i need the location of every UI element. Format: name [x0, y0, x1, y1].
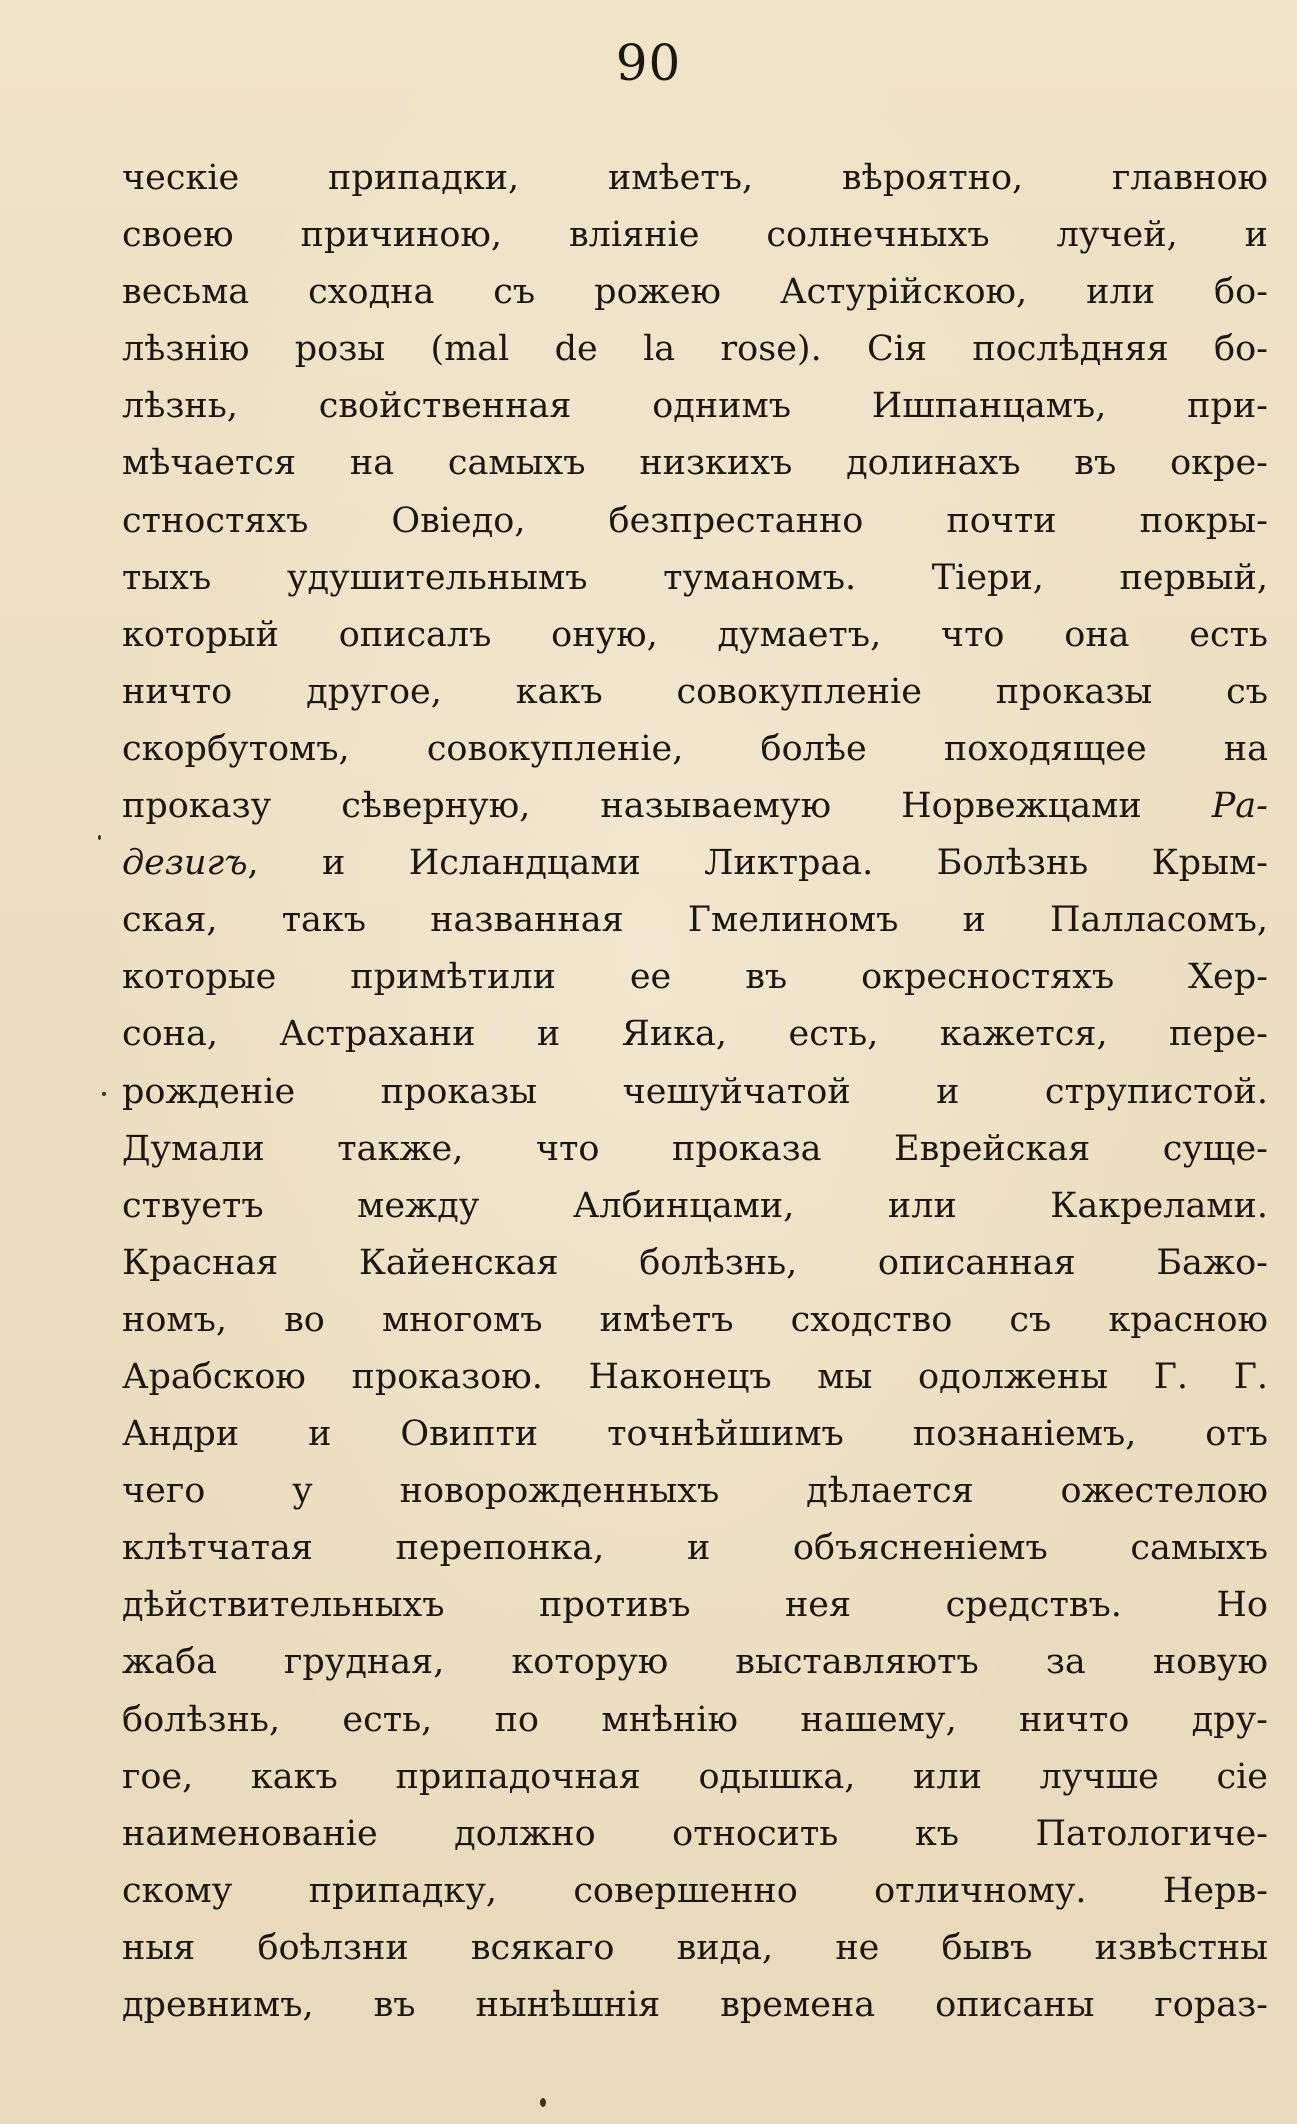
page-number: 90 [615, 34, 682, 92]
text-line: тыхъ удушительнымъ туманомъ. Тіери, первый, [122, 557, 1268, 598]
text-line: мѣчается на самыхъ низкихъ долинахъ въ окре- [122, 443, 1268, 484]
text-line: болѣзнь, есть, по мнѣнію нашему, ничто дру- [122, 1699, 1268, 1740]
text-line: ничто другое, какъ совокупленіе проказы съ [122, 671, 1268, 712]
ink-speck [540, 2098, 546, 2107]
text-line: наименованіе должно относить къ Патологиче- [122, 1813, 1268, 1854]
text-line: стностяхъ Овіедо, безпрестанно почти покры- [122, 500, 1268, 541]
text-line: своею причиною, вліяніе солнечныхъ лучей, и [122, 215, 1268, 256]
ink-speck [98, 835, 101, 840]
text-line: древнимъ, въ нынѣшнія времена описаны гораз- [122, 1985, 1268, 2025]
text-line: дезигъ, и Исландцами Ликтраа. Болѣзнь Крым- [122, 843, 1268, 884]
text-line: проказу сѣверную, называемую Норвежцами Ра- [122, 786, 1268, 827]
text-line: весьма сходна съ рожею Астурійскою, или бо- [122, 272, 1268, 313]
body-text [122, 150, 1268, 2034]
text-line: лѣзнію розы (mal de la rose). Сія послѣдняя бо- [122, 329, 1268, 370]
text-line: ческіе припадки, имѣетъ, вѣроятно, главною [122, 158, 1268, 198]
text-line: которые примѣтили ее въ окресностяхъ Хер- [122, 957, 1268, 998]
text-line: чего у новорожденныхъ дѣлается ожестелою [122, 1471, 1268, 1512]
text-line: номъ, во многомъ имѣетъ сходство съ красною [122, 1299, 1268, 1340]
text-line: скому припадку, совершенно отличному. Нерв- [122, 1870, 1268, 1911]
text-line: Андри и Овипти точнѣйшимъ познаніемъ, отъ [122, 1414, 1268, 1455]
text-line: Красная Кайенская болѣзнь, описанная Бажо- [122, 1242, 1268, 1283]
text-line: рожденіе проказы чешуйчатой и струпистой. [122, 1071, 1268, 1112]
text-line: жаба грудная, которую выставляютъ за новую [122, 1642, 1268, 1683]
text-line: ская, такъ названная Гмелиномъ и Палласомъ, [122, 900, 1268, 941]
text-line: Арабскою проказою. Наконецъ мы одолжены Г. Г. [122, 1356, 1268, 1397]
text-line: сона, Астрахани и Яика, есть, кажется, пере- [122, 1014, 1268, 1055]
text-line: который описалъ оную, думаетъ, что она есть [122, 614, 1268, 655]
ink-speck [102, 1092, 106, 1096]
text-line: ствуетъ между Албинцами, или Какрелами. [122, 1185, 1268, 1226]
text-line: дѣйствительныхъ противъ нея средствъ. Но [122, 1585, 1268, 1626]
text-line: гое, какъ припадочная одышка, или лучше сіе [122, 1756, 1268, 1797]
text-line: лѣзнь, свойственная однимъ Ишпанцамъ, при- [122, 386, 1268, 427]
text-line: ныя боѣлзни всякаго вида, не бывъ извѣстны [122, 1927, 1268, 1968]
text-line: скорбутомъ, совокупленіе, болѣе походящее на [122, 728, 1268, 769]
text-line: Думали также, что проказа Еврейская суще- [122, 1128, 1268, 1169]
text-line: клѣтчатая перепонка, и объясненіемъ самыхъ [122, 1528, 1268, 1569]
